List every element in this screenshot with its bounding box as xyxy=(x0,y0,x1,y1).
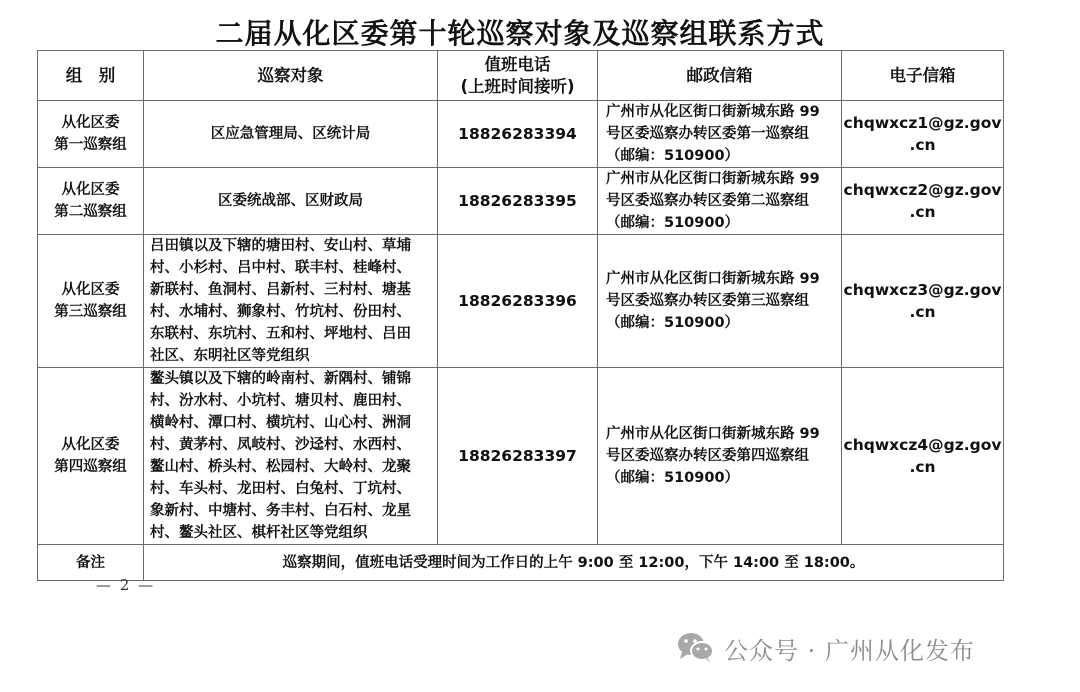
watermark xyxy=(676,626,975,670)
contact-table xyxy=(37,50,1004,581)
target-cell: 鳌头镇以及下辖的岭南村、新隅村、铺锦 村、汾水村、小坑村、塘贝村、鹿田村、 横岭村、潭口村、横坑村、山心村、洲洞 村、黄茅村、凤岐村、沙迳村、水西村、 鳌山村、桥头村、松园村、大岭村、龙聚 村、车头村、龙田村、白兔村、丁坑村、 象新村、中塘村、务丰村、白石村、龙星 村、鳌头社区、棋杆社区等党组织 xyxy=(144,368,438,545)
phone-cell: 18826283395 xyxy=(438,168,598,235)
phone-cell: 18826283394 xyxy=(438,101,598,168)
table-row xyxy=(38,101,1004,168)
group-cell: 从化区委 第四巡察组 xyxy=(38,368,144,545)
watermark-text: 公众号 · 广州从化发布 xyxy=(724,636,975,665)
email-cell: chqwxcz4@gz.gov .cn xyxy=(842,368,1004,545)
header-group: 组 别 xyxy=(38,51,144,101)
mail-cell: 广州市从化区街口街新城东路 99 号区委巡察办转区委第二巡察组 （邮编：510900） xyxy=(598,168,842,235)
header-email: 电子信箱 xyxy=(842,51,1004,101)
email-cell: chqwxcz1@gz.gov .cn xyxy=(842,101,1004,168)
header-target: 巡察对象 xyxy=(144,51,438,101)
note-row xyxy=(38,545,1004,581)
table-row xyxy=(38,235,1004,368)
target-cell: 吕田镇以及下辖的塘田村、安山村、草埔 村、小杉村、吕中村、联丰村、桂峰村、 新联村、鱼洞村、吕新村、三村村、塘基 村、水埔村、狮象村、竹坑村、份田村、 东联村、东坑村、五和村、坪地村、吕田 社区、东明社区等党组织 xyxy=(144,235,438,368)
table-row xyxy=(38,368,1004,545)
phone-cell: 18826283396 xyxy=(438,235,598,368)
group-cell: 从化区委 第三巡察组 xyxy=(38,235,144,368)
table-header-row xyxy=(38,51,1004,101)
header-phone-line1: 值班电话 xyxy=(484,54,551,74)
wechat-icon xyxy=(676,630,716,666)
target-cell: 区委统战部、区财政局 xyxy=(144,168,438,235)
mail-cell: 广州市从化区街口街新城东路 99 号区委巡察办转区委第一巡察组 （邮编：510900） xyxy=(598,101,842,168)
target-cell: 区应急管理局、区统计局 xyxy=(144,101,438,168)
email-cell: chqwxcz3@gz.gov .cn xyxy=(842,235,1004,368)
header-phone xyxy=(438,51,598,101)
email-cell: chqwxcz2@gz.gov .cn xyxy=(842,168,1004,235)
mail-cell: 广州市从化区街口街新城东路 99 号区委巡察办转区委第三巡察组 （邮编：510900） xyxy=(598,235,842,368)
page-number: — 2 — xyxy=(96,576,156,594)
document-title: 二届从化区委第十轮巡察对象及巡察组联系方式 xyxy=(215,17,825,50)
note-label: 备注 xyxy=(38,545,144,581)
header-phone-line2: (上班时间接听) xyxy=(460,76,575,96)
phone-cell: 18826283397 xyxy=(438,368,598,545)
header-mail: 邮政信箱 xyxy=(598,51,842,101)
mail-cell: 广州市从化区街口街新城东路 99 号区委巡察办转区委第四巡察组 （邮编：510900） xyxy=(598,368,842,545)
note-text: 巡察期间，值班电话受理时间为工作日的上午 9:00 至 12:00，下午 14:00 至 18:00。 xyxy=(144,545,1004,581)
group-cell: 从化区委 第一巡察组 xyxy=(38,101,144,168)
group-cell: 从化区委 第二巡察组 xyxy=(38,168,144,235)
table-row xyxy=(38,168,1004,235)
